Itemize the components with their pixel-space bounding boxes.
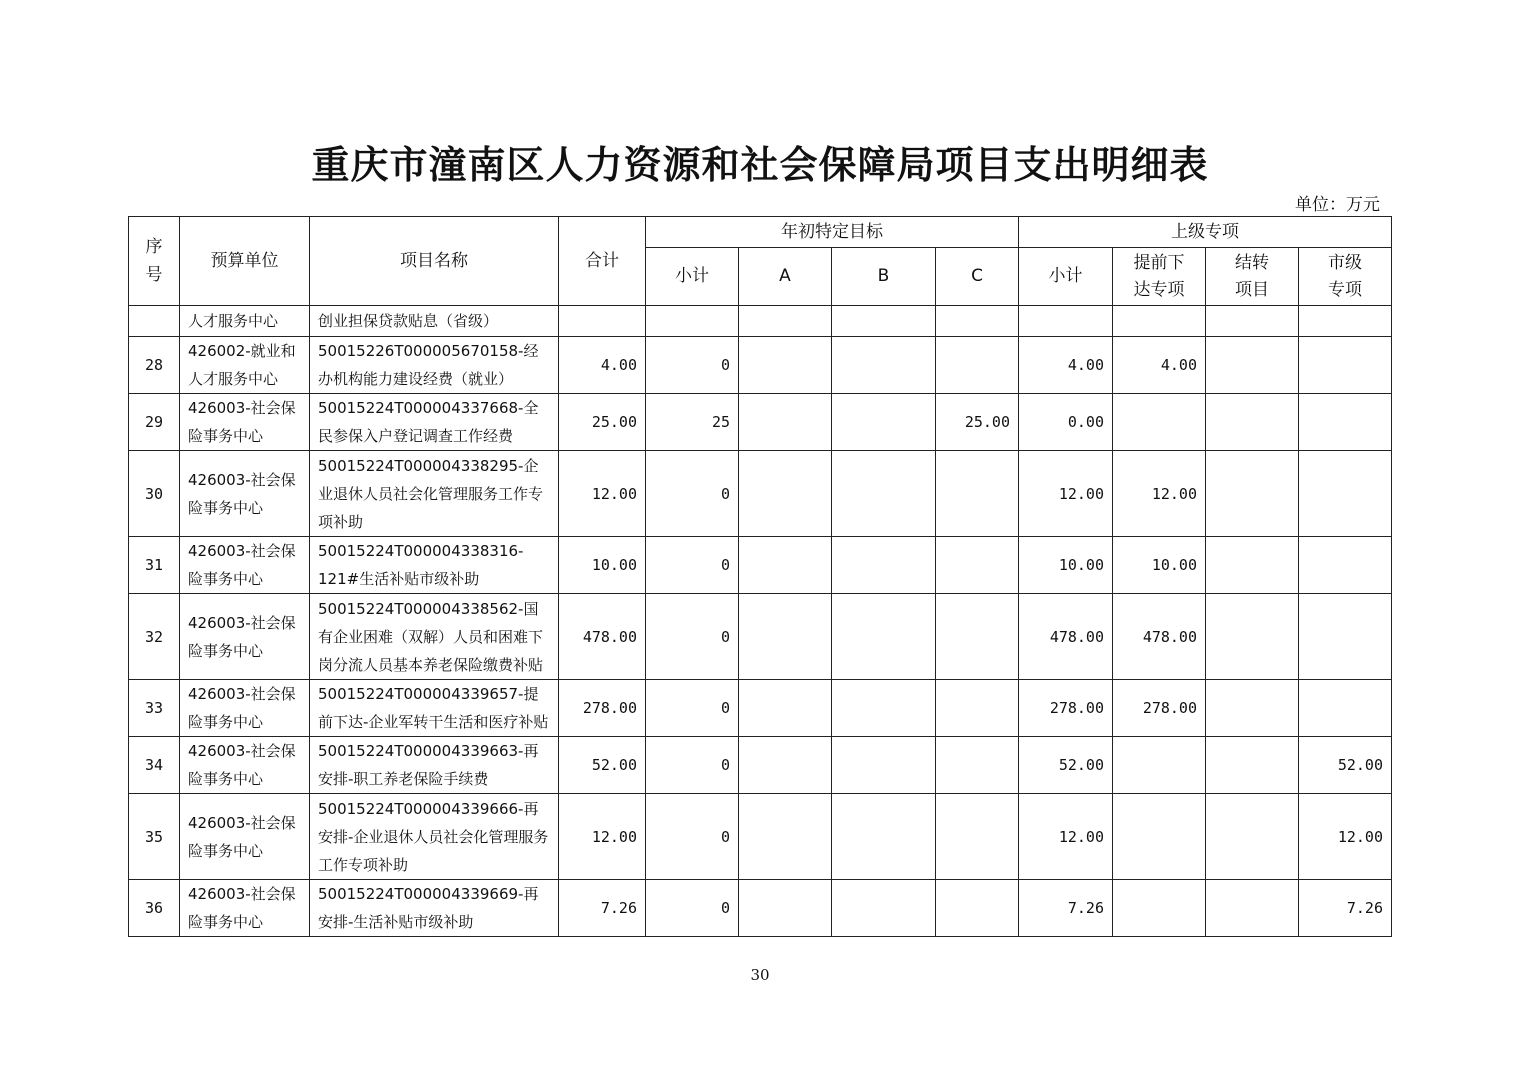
row-superior-subtotal: 12.00 [1019,794,1113,880]
row-col-a [739,880,832,937]
row-total [559,306,646,337]
row-col-c [936,337,1019,394]
row-col-b [832,337,936,394]
header-annual-group: 年初特定目标 [646,217,1019,248]
header-superior-group: 上级专项 [1019,217,1392,248]
header-seq: 序号 [129,217,180,306]
row-superior-subtotal: 7.26 [1019,880,1113,937]
row-advance-special [1113,394,1206,451]
row-col-b [832,594,936,680]
row-municipal-special [1299,680,1392,737]
row-total: 7.26 [559,880,646,937]
row-annual-subtotal: 0 [646,537,739,594]
row-seq [129,306,180,337]
row-annual-subtotal: 0 [646,451,739,537]
row-annual-subtotal [646,306,739,337]
row-advance-special [1113,737,1206,794]
row-superior-subtotal: 10.00 [1019,537,1113,594]
row-advance-special: 278.00 [1113,680,1206,737]
row-col-a [739,594,832,680]
row-carryover [1206,737,1299,794]
row-advance-special: 478.00 [1113,594,1206,680]
row-seq: 28 [129,337,180,394]
row-col-a [739,337,832,394]
row-project-name: 50015224T000004339666-再安排-企业退休人员社会化管理服务工作专项补助 [310,794,559,880]
table-row [129,794,1392,880]
row-municipal-special [1299,594,1392,680]
page-number: 30 [750,966,770,984]
row-municipal-special [1299,337,1392,394]
page-title: 重庆市潼南区人力资源和社会保障局项目支出明细表 [311,142,1209,187]
row-budget-unit: 人才服务中心 [180,306,310,337]
row-superior-subtotal: 0.00 [1019,394,1113,451]
row-project-name: 50015224T000004337668-全民参保入户登记调查工作经费 [310,394,559,451]
row-superior-subtotal: 478.00 [1019,594,1113,680]
row-advance-special: 10.00 [1113,537,1206,594]
header-col-a: A [739,248,832,306]
table-row [129,337,1392,394]
row-seq: 33 [129,680,180,737]
header-budget-unit: 预算单位 [180,217,310,306]
row-project-name: 50015224T000004339669-再安排-生活补贴市级补助 [310,880,559,937]
row-advance-special [1113,306,1206,337]
row-col-a [739,680,832,737]
row-municipal-special: 52.00 [1299,737,1392,794]
row-col-a [739,794,832,880]
row-col-b [832,306,936,337]
table-row [129,680,1392,737]
row-col-a [739,737,832,794]
row-carryover [1206,794,1299,880]
row-total: 52.00 [559,737,646,794]
row-col-c [936,451,1019,537]
header-superior-subtotal: 小计 [1019,248,1113,306]
row-advance-special [1113,880,1206,937]
row-budget-unit: 426003-社会保险事务中心 [180,394,310,451]
header-total: 合计 [559,217,646,306]
row-col-b [832,394,936,451]
row-col-a [739,306,832,337]
table-body [129,306,1392,937]
row-col-a [739,394,832,451]
row-budget-unit: 426003-社会保险事务中心 [180,794,310,880]
row-budget-unit: 426003-社会保险事务中心 [180,594,310,680]
row-col-b [832,794,936,880]
row-carryover [1206,306,1299,337]
row-project-name: 50015224T000004339657-提前下达-企业军转干生活和医疗补贴 [310,680,559,737]
row-superior-subtotal: 278.00 [1019,680,1113,737]
row-superior-subtotal: 12.00 [1019,451,1113,537]
row-advance-special: 12.00 [1113,451,1206,537]
row-budget-unit: 426003-社会保险事务中心 [180,880,310,937]
header-carryover: 结转项目 [1206,248,1299,306]
row-annual-subtotal: 25 [646,394,739,451]
table-row [129,737,1392,794]
header-project-name: 项目名称 [310,217,559,306]
row-col-b [832,737,936,794]
row-annual-subtotal: 0 [646,337,739,394]
row-total: 25.00 [559,394,646,451]
row-seq: 29 [129,394,180,451]
row-total: 12.00 [559,794,646,880]
header-col-b: B [832,248,936,306]
row-col-b [832,451,936,537]
row-col-c [936,880,1019,937]
row-carryover [1206,680,1299,737]
row-municipal-special [1299,537,1392,594]
row-project-name: 50015224T000004338316-121#生活补贴市级补助 [310,537,559,594]
row-col-c: 25.00 [936,394,1019,451]
unit-label: 单位：万元 [1295,195,1380,215]
row-carryover [1206,880,1299,937]
table-row [129,537,1392,594]
row-total: 12.00 [559,451,646,537]
row-total: 478.00 [559,594,646,680]
row-carryover [1206,451,1299,537]
row-seq: 30 [129,451,180,537]
row-superior-subtotal: 4.00 [1019,337,1113,394]
row-col-a [739,537,832,594]
row-annual-subtotal: 0 [646,594,739,680]
row-project-name: 50015226T000005670158-经办机构能力建设经费（就业） [310,337,559,394]
table-row [129,451,1392,537]
header-municipal-special: 市级专项 [1299,248,1392,306]
row-col-c [936,537,1019,594]
row-annual-subtotal: 0 [646,737,739,794]
table-row [129,394,1392,451]
table-row [129,594,1392,680]
row-col-c [936,594,1019,680]
row-annual-subtotal: 0 [646,680,739,737]
row-total: 4.00 [559,337,646,394]
row-carryover [1206,594,1299,680]
row-project-name: 50015224T000004338562-国有企业困难（双解）人员和困难下岗分流人员基本养老保险缴费补贴 [310,594,559,680]
row-budget-unit: 426003-社会保险事务中心 [180,451,310,537]
row-budget-unit: 426003-社会保险事务中心 [180,737,310,794]
row-municipal-special [1299,451,1392,537]
row-advance-special [1113,794,1206,880]
row-seq: 34 [129,737,180,794]
row-annual-subtotal: 0 [646,794,739,880]
row-col-b [832,537,936,594]
row-budget-unit: 426002-就业和人才服务中心 [180,337,310,394]
row-total: 278.00 [559,680,646,737]
row-col-c [936,794,1019,880]
row-total: 10.00 [559,537,646,594]
row-seq: 32 [129,594,180,680]
row-col-c [936,680,1019,737]
row-municipal-special: 7.26 [1299,880,1392,937]
row-col-c [936,306,1019,337]
row-carryover [1206,337,1299,394]
row-municipal-special [1299,306,1392,337]
row-seq: 31 [129,537,180,594]
expenditure-table [128,216,1392,937]
header-col-c: C [936,248,1019,306]
row-superior-subtotal [1019,306,1113,337]
row-municipal-special: 12.00 [1299,794,1392,880]
row-carryover [1206,394,1299,451]
row-seq: 36 [129,880,180,937]
row-col-b [832,680,936,737]
row-col-b [832,880,936,937]
header-advance-special: 提前下达专项 [1113,248,1206,306]
row-superior-subtotal: 52.00 [1019,737,1113,794]
row-municipal-special [1299,394,1392,451]
table-row [129,306,1392,337]
row-budget-unit: 426003-社会保险事务中心 [180,537,310,594]
row-annual-subtotal: 0 [646,880,739,937]
header-annual-subtotal: 小计 [646,248,739,306]
table-row [129,880,1392,937]
row-seq: 35 [129,794,180,880]
row-carryover [1206,537,1299,594]
row-project-name: 50015224T000004338295-企业退休人员社会化管理服务工作专项补助 [310,451,559,537]
row-col-c [936,737,1019,794]
row-project-name: 50015224T000004339663-再安排-职工养老保险手续费 [310,737,559,794]
row-col-a [739,451,832,537]
row-advance-special: 4.00 [1113,337,1206,394]
row-budget-unit: 426003-社会保险事务中心 [180,680,310,737]
row-project-name: 创业担保贷款贴息（省级） [310,306,559,337]
